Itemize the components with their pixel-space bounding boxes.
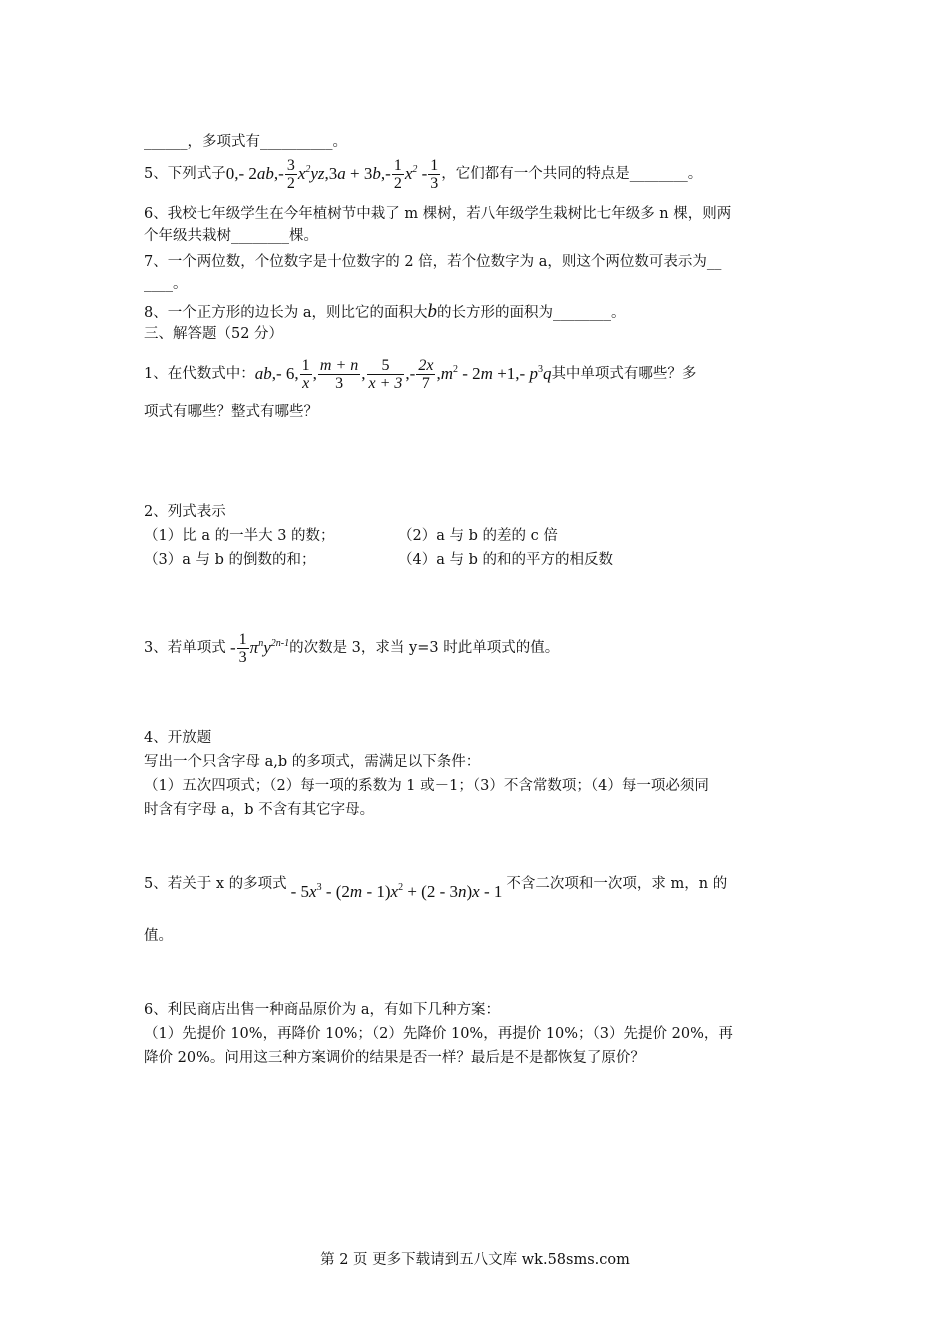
q5-prefix: 5、下列式子: [144, 166, 226, 182]
fraction-m-plus-n-3: $\frac{m + n}{3}$: [319, 356, 359, 392]
p5-suffix: 不含二次项和一次项，求 m，n 的: [506, 876, 728, 892]
q5-term: $x^2yz$: [297, 164, 325, 183]
problem-5-line-2: 值。: [144, 928, 173, 944]
problem-1-line-2: 项式有哪些？整式有哪些？: [144, 404, 318, 420]
problem-4-line-1: 写出一个只含字母 a,b 的多项式，需满足以下条件：: [144, 754, 481, 770]
p3-prefix: 3、若单项式: [144, 640, 226, 656]
p5-polynomial: - $5x^3 - (2m - 1)x^2 + (2 - 3n)x - 1$: [290, 882, 503, 901]
p1-prefix: 1、在代数式中：: [144, 366, 255, 382]
problem-4-line-3: 时含有字母 a，b 不含有其它字母。: [144, 802, 375, 818]
question-6-line-2: 个年级共栽树________棵。: [144, 228, 318, 244]
q5-suffix: ，它们都有一个共同的特点是________。: [441, 166, 703, 182]
problem-2-item-1: （1）比 a 的一半大 3 的数；: [144, 528, 335, 544]
problem-6-line-1: （1）先提价 10%，再降价 10%；（2）先降价 10%，再提价 10%；（3）先提价 20%，再: [144, 1026, 733, 1042]
problem-4-line-2: （1）五次四项式；（2）每一项的系数为 1 或－1；（3）不含常数项；（4）每一项必须同: [144, 778, 709, 794]
problem-6-heading: 6、利民商店出售一种商品原价为 a，有如下几种方案：: [144, 1002, 500, 1018]
fraction-1-3: $\frac{1}{3}$: [430, 156, 439, 192]
problem-5: [144, 874, 728, 901]
question-6-line-1: 6、我校七年级学生在今年植树节中栽了 m 棵树，若八年级学生栽树比七年级多 n 棵，则两: [144, 206, 732, 222]
question-8: [144, 302, 625, 323]
page-footer: 第 2 页 更多下载请到五八文库 wk.58sms.com: [320, 1252, 630, 1268]
question-7-line-1: 7、一个两位数，个位数字是十位数字的 2 倍，若个位数字为 a，则这个两位数可表示为__: [144, 254, 722, 270]
problem-6-line-2: 降价 20%。问用这三种方案调价的结果是否一样？最后是不是都恢复了原价？: [144, 1050, 645, 1066]
p3-suffix: 的次数是 3，求当 y=3 时此单项式的值。: [289, 640, 560, 656]
question-5-fill: 5、下列式子 0,- 2ab,- $\frac{3}{2}$ $x^2yz$ ,3a + 3b,- $\frac{1}{2}$ $x^2$ - $\frac{1}{3}$ ，它们都有一个共同的特点是________。: [144, 156, 703, 192]
fraction-1-x: $\frac{1}{x}$: [301, 356, 310, 392]
blank-line-polynomial: ______，多项式有__________。: [144, 134, 347, 150]
problem-1: 1、在代数式中： ab,- 6, $\frac{1}{x}$ , $\frac{m + n}{3}$ , $\frac{5}{x + 3}$ ,- $\frac{2x}{7}$ $,m^2 - 2m +1,-$ $p^3q$ 其中单项式有哪些？多: [144, 356, 697, 392]
fraction-2x-7: $\frac{2x}{7}$: [418, 356, 434, 392]
p1-suffix: 其中单项式有哪些？多: [551, 366, 697, 382]
fraction-3-2: $\frac{3}{2}$: [286, 156, 295, 192]
question-7-line-2: ____。: [144, 276, 188, 292]
p5-prefix: 5、若关于 x 的多项式: [144, 876, 287, 892]
fraction-5-x-plus-3: $\frac{5}{x + 3}$: [368, 356, 403, 392]
problem-2-item-2: （2）a 与 b 的差的 c 倍: [398, 528, 558, 544]
problem-2-item-4: （4）a 与 b 的和的平方的相反数: [398, 552, 613, 568]
problem-2-heading: 2、列式表示: [144, 504, 226, 520]
section-3-heading: 三、解答题（52 分）: [144, 326, 284, 342]
fraction-1-2: $\frac{1}{2}$: [393, 156, 402, 192]
problem-2-item-3: （3）a 与 b 的倒数的和；: [144, 552, 316, 568]
problem-4-heading: 4、开放题: [144, 730, 212, 746]
q5-expression: 0,- 2ab,-: [225, 164, 284, 183]
problem-3: 3、若单项式 - $\frac{1}{3}$ $\pi^ny^{2n-1}$ 的次数是 3，求当 y=3 时此单项式的值。: [144, 630, 560, 666]
q8-variable: b: [427, 301, 437, 322]
q8-prefix: 8、一个正方形的边长为 a，则比它的面积大: [144, 305, 428, 321]
q8-suffix: 的长方形的面积为________。: [436, 305, 626, 321]
fraction-1-3-p3: $\frac{1}{3}$: [238, 630, 247, 666]
